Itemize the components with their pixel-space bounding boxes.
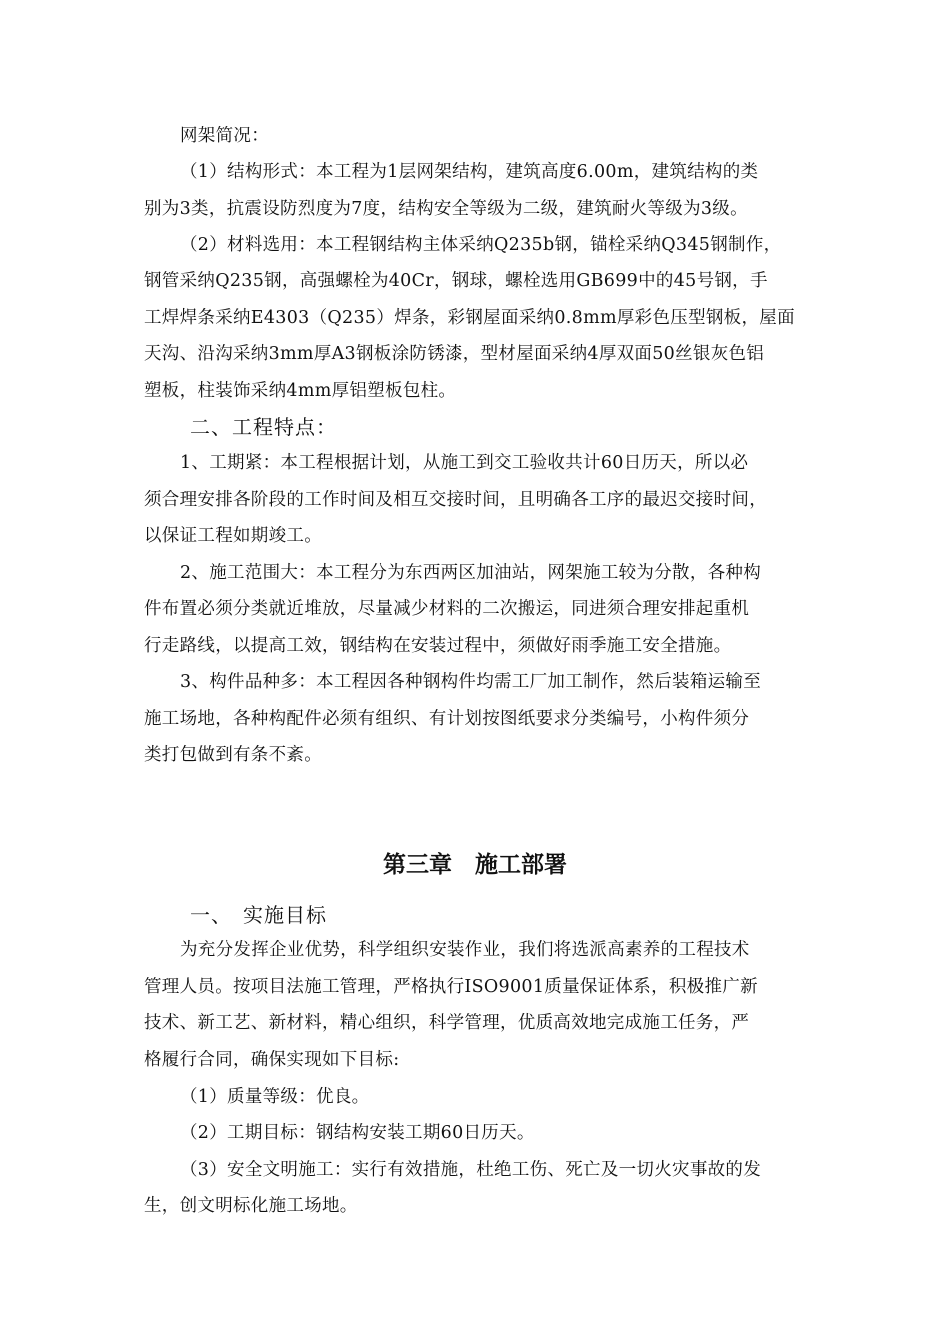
paragraph-line: 工焊焊条采纳E4303（Q235）焊条，彩钢屋面采纳0.8mm厚彩色压型钢板，屋面 <box>144 308 795 328</box>
paragraph-line: 类打包做到有条不紊。 <box>144 745 322 765</box>
paragraph-line: 施工场地，各种构配件必须有组织、有计划按图纸要求分类编号，小构件须分 <box>144 709 750 729</box>
paragraph-line: 件布置必须分类就近堆放，尽量减少材料的二次搬运，同进须合理安排起重机 <box>144 599 750 619</box>
paragraph-line: 须合理安排各阶段的工作时间及相互交接时间，且明确各工序的最迟交接时间， <box>144 490 767 510</box>
goal-quality: （1）质量等级：优良。 <box>180 1087 370 1107</box>
paragraph-line: （1）结构形式：本工程为1层网架结构，建筑高度6.00m，建筑结构的类 <box>180 162 759 182</box>
goal-safety: （3）安全文明施工：实行有效措施，杜绝工伤、死亡及一切火灾事故的发 <box>180 1160 762 1180</box>
paragraph-line: 管理人员。按项目法施工管理，严格执行ISO9001质量保证体系，积极推广新 <box>144 977 758 997</box>
paragraph-line: 行走路线，以提高工效，钢结构在安装过程中，须做好雨季施工安全措施。 <box>144 636 732 656</box>
goal-schedule: （2）工期目标：钢结构安装工期60日历天。 <box>180 1123 535 1143</box>
paragraph-line: 塑板，柱装饰采纳4mm厚铝塑板包柱。 <box>144 381 457 401</box>
paragraph-line: 技术、新工艺、新材料，精心组织，科学管理，优质高效地完成施工任务，严 <box>144 1013 750 1033</box>
paragraph-line: 2、施工范围大：本工程分为东西两区加油站，网架施工较为分散，各种构 <box>180 563 762 583</box>
paragraph-line: 天沟、沿沟采纳3mm厚A3钢板涂防锈漆，型材屋面采纳4厚双面50丝银灰色铝 <box>144 344 765 364</box>
paragraph-line: 以保证工程如期竣工。 <box>144 526 322 546</box>
paragraph-line: 钢管采纳Q235钢，高强螺栓为40Cr，钢球，螺栓选用GB699中的45号钢，手 <box>144 271 768 291</box>
goals-heading: 一、 实施目标 <box>190 903 327 927</box>
paragraph-line: 3、构件品种多：本工程因各种钢构件均需工厂加工制作，然后装箱运输至 <box>180 672 762 692</box>
chapter-title: 第三章 施工部署 <box>383 851 567 878</box>
paragraph-line: 1、工期紧：本工程根据计划，从施工到交工验收共计60日历天，所以必 <box>180 453 749 473</box>
paragraph-line: 为充分发挥企业优势，科学组织安装作业，我们将选派高素养的工程技术 <box>180 940 750 960</box>
paragraph-line: 格履行合同，确保实现如下目标: <box>144 1050 400 1070</box>
paragraph-line: 别为3类，抗震设防烈度为7度，结构安全等级为二级，建筑耐火等级为3级。 <box>144 199 748 219</box>
features-heading: 二、工程特点： <box>190 415 337 439</box>
overview-heading: 网架简况： <box>180 126 269 146</box>
paragraph-line: （2）材料选用：本工程钢结构主体采纳Q235b钢，锚栓采纳Q345钢制作， <box>180 235 782 255</box>
paragraph-line: 生，创文明标化施工场地。 <box>144 1196 358 1216</box>
